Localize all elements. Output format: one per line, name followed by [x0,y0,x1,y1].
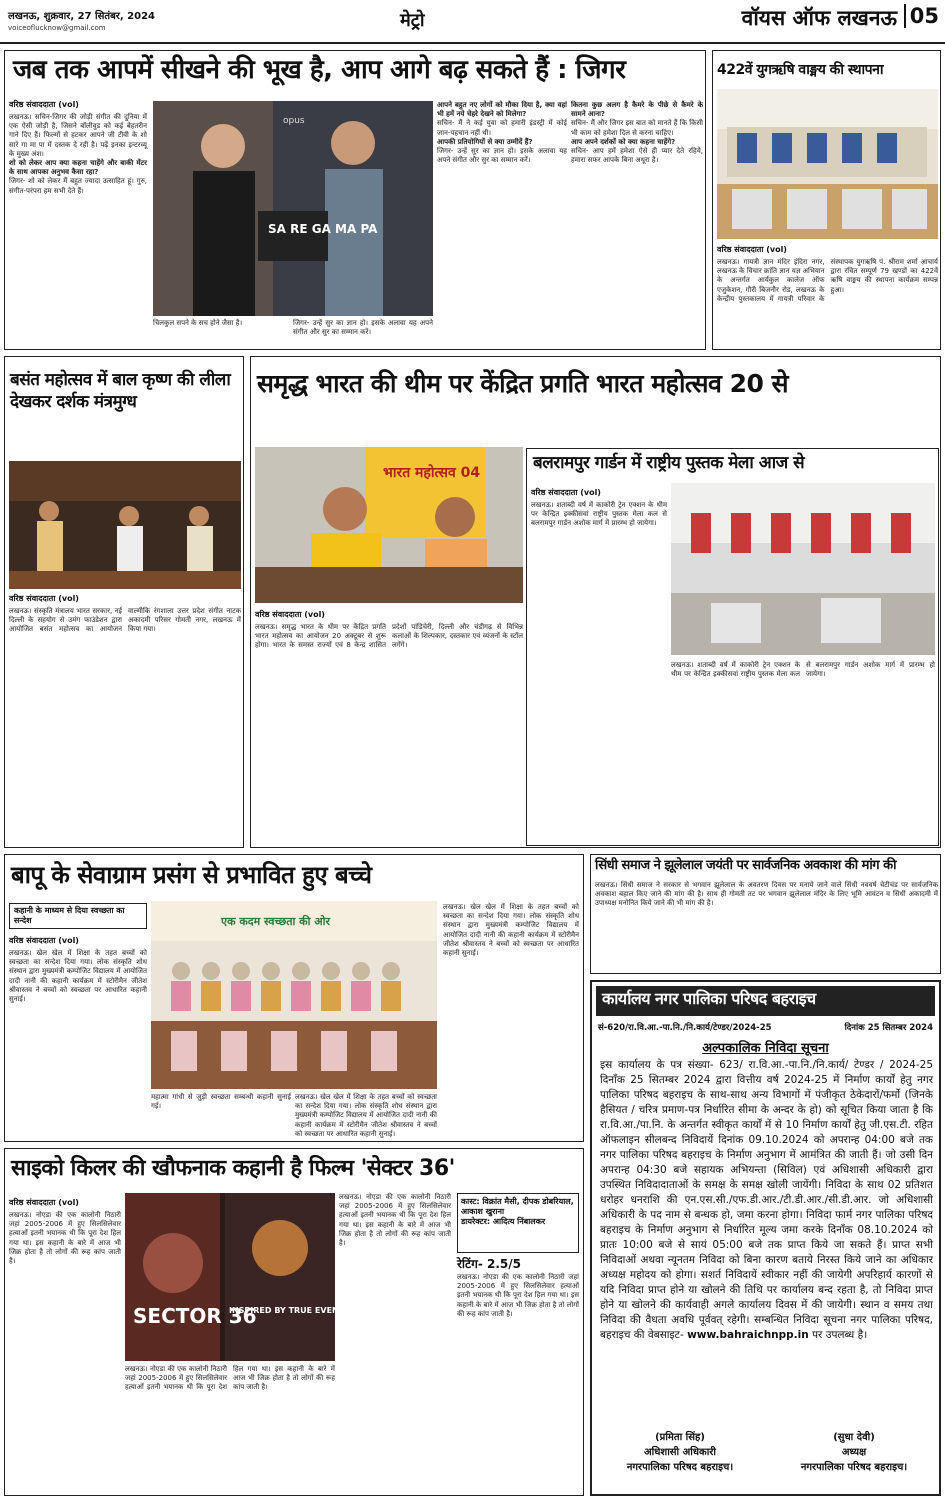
poster-tagline: INSPIRED BY TRUE EVENTS [229,1306,350,1315]
story-body-continued: लखनऊ। शताब्दी वर्ष में काकोरी ट्रेन एक्शन के थीम पर केन्द्रित इक्कीसवां राष्ट्रीय पुस्तक मेला कल से बलरामपुर गार्डन अशोक मार्ग में प्रारम्भ हो जायेगा। [671,661,935,679]
story-body-col3: लखनऊ। नोएडा की एक कालोनी निठारी जहां 2005-2006 में हुए सिलसिलेवार हत्याओं इतनी भयानक थी कि पूरा देश हिल गया था। इस कहानी के बारे में आज भी जिक्र होता है तो लोगों की रूह कांप जाती है। [339,1193,451,1248]
tender-body: इस कार्यालय के पत्र संख्या- 623/ रा.वि.आ.-पा.नि./नि.कार्य/ टेण्डर / 2024-25 दिनाँक 25 सितम्बर 2024 द्वारा वित्तीय वर्ष 2024-25 में निर्माण कार्यों हेतु नगर पालिका परिषद बहराइच के साथ-साथ अन्य विभागों में पंजीकृत ठेकेदारों/फर्मो (जिनके हैसियत / चरित्र प्रमाण-पत्र निर्धारित सीमा के अन्दर के हो) को सूचित किया जाता है कि रा.वि.आ./पा.नि. के अन्तर्गत स्वीकृत कार्यों में से 10 निर्माण कार्यों हेतु जी.एस.टी. रहित ऑफलाइन सीलबन्द निविदायें दिनांक 09.10.2024 को अपरान्ह 04:00 बजे तक नगर पालिका परिषद बहराइच के निर्माण अनुभाग में आमंत्रित की जाती हैं। जो उसी दिन अपरान्ह 04:30 बजे सहायक अभियन्ता (सिविल) एवं अधिशासी अधिकारी द्वारा उपस्थित निविदादाताओं के समक्ष के समक्ष खोली जायेंगी। निविदा के साथ 02 प्रतिशत धरोहर धनराशि की एन.एस.सी./एफ.डी.आर./टी.डी.आर./सी.डी.आर. जो अधिशासी अधिकारी के पद नाम से बन्धक हो, जमा करना होगा। निविदा फार्म नगर पालिका परिषद बहराइच के निर्माण अनुभाग से निर्धारित मूल्य जमा करके दिनाँक 08.10.2024 को प्रातः 10:00 बजे से सायं 05:00 बजे तक प्राप्त किये जा सकते हैं। प्राप्त सभी निविदाओं अथवा न्यूनतम निविदा को बिना कारण बताये निरस्त किये जाने का अधिकार अध्यक्ष महोदय को होगा। सशर्त निविदायें स्वीकार नहीं की जायेगी अपरिहार्य कारणों से यदि निविदा प्राप्त होने या खोलने की तिथि पर कार्यालय बन्द रहता है, तो निविदा प्राप्त होने या खोलने की कार्यवाही अगले कार्यालय दिवस में की जायेगी। स्थान व समय तथा निविदा की वैधता अवधि पूर्ववत् रहेगी। सम्बन्धित निविदा सूचना नगर पालिका परिषद, बहराइच की वेबसाइट- www.bahraichnpp.in पर उपलब्ध है। [600,1059,933,1341]
story-byline: वरिष्ठ संवाददाता (vol) [9,936,79,945]
story-sector-36 [4,1148,584,1496]
story-photo [255,447,523,603]
story-byline: वरिष्ठ संवाददाता (vol) [9,1198,79,1207]
story-vangmay [712,50,941,350]
contact-email[interactable]: voiceoflucknow@gmail.com [8,24,106,32]
signatory-org: नगरपालिका परिषद बहराइच। [800,1462,908,1473]
signatory-name: (सुधा देवी) [833,1432,875,1443]
story-body: लखनऊ। शताब्दी वर्ष में काकोरी ट्रेन एक्शन के थीम पर केन्द्रित इक्कीसवां राष्ट्रीय पुस्तक मेला कल से बलरामपुर गार्डन अशोक मार्ग में प्रारम्भ हो जायेगा। [531,501,667,528]
story-pustak-mela [526,448,939,846]
story-caption: महात्मा गांधी से जुड़ी स्वच्छता सम्बन्धी कहानी सुनाई गई। [151,1093,291,1111]
story-byline: वरिष्ठ संवाददाता (vol) [531,488,601,497]
story-body: लखनऊ। नोएडा की एक कालोनी निठारी जहां 2005-2006 में हुए सिलसिलेवार हत्याओं इतनी भयानक थी कि पूरा देश हिल गया था। इस कहानी के बारे में आज भी जिक्र होता है तो लोगों की रूह कांप जाती है। [9,1211,121,1266]
story-headline: साइको किलर की खौफनाक कहानी है फिल्म 'सेक्टर 36' [11,1156,455,1181]
story-column-4: कितना कुछ अलग है कैमरे के पीछे से कैमरे के सामने आना? सचिन- मैं और जिगर इस बात को मानते हैं कि किसी भी काम को हमेशा दिल से करना चाहिए। आप अपने दर्शकों को क्या कहना चाहेंगे? सचिन- आप हमें हमेशा ऐसे ही प्यार देते रहिये, हमारा सफर आपके बिना अधूरा है। [571,101,703,165]
story-subhead: कहानी के माध्यम से दिया स्वच्छता का सन्देश [14,906,125,925]
signatory-name: (प्रमिता सिंह) [655,1432,705,1443]
movie-poster [125,1193,350,1361]
tender-ref-date: दिनांक 25 सितम्बर 2024 [844,1023,933,1033]
signatory-post: अध्यक्ष [841,1447,867,1458]
story-body: लखनऊ। सिंधी समाज ने सरकार से भगवान झूलेलाल के अवतरण दिवस पर मनाये जाने वाले सिंधी नववर्ष चेटीचंड पर सार्वजनिक अवकाश बहाल किए जाने की मांग की है। साथ ही गोमती तट पर भगवान झूलेलाल मंदिर के लिए भूमि आवंटन व सिंधी अकादमी में उपाध्यक्ष मनोनित किये जाने की भी मांग की है। [595,881,938,908]
tender-sign-right [774,1430,934,1475]
photo-brand-text: opus [283,116,305,126]
story-headline: जब तक आपमें सीखने की भूख है, आप आगे बढ़ सकते हैं : जिगर [13,55,626,85]
movie-info-box [457,1193,579,1253]
story-headline: समृद्ध भारत की थीम पर केंद्रित प्रगति भारत महोत्सव 20 से [257,369,788,398]
tender-title: अल्पकालिक निविदा सूचना [702,1041,829,1056]
story-body: लखनऊ। गायत्री ज्ञान मंदिर इंदिरा नगर, लखनऊ के विचार क्रांति ज्ञान यज्ञ अभियान के अन्तर्गत आर्यकुल कालेज ऑफ एजुकेशन, गौरी बिजनौर रोड, लखनऊ के केन्द्रीय पुस्तकालय में गायत्री परिवार के संस्थापक युगऋषि पं. श्रीराम शर्मा आचार्य द्वारा रचित सम्पूर्ण 79 खण्डों का 422वें ऋषि वाङ्मय की स्थापना कार्यक्रम सम्पन्न हुआ। [717,258,938,303]
issue-date: लखनऊ, शुक्रवार, 27 सितंबर, 2024 [8,11,156,22]
movie-cast: कास्ट: विक्रांत मैसी, दीपक डोबरियाल, आकाश खुराना [461,1197,574,1216]
story-headline: बलरामपुर गार्डन में राष्ट्रीय पुस्तक मेला आज से [533,453,805,473]
story-body: लखनऊ। समृद्ध भारत के थीम पर केंद्रित प्रगति भारत महोत्सव का आयोजन 20 अक्टूबर से शुरू होगा। भारत के समस्त राज्यों एवं 8 केन्द्र शासित प्रदेशों पांडिचेरी, दिल्ली और चंडीगढ़ से विभिन्न कलाओं के शिल्पकार, दस्तकार एवं व्यंजनों के स्टॉल लगेंगे। [255,623,523,650]
story-body-continued: लखनऊ। खेल खेल में शिक्षा के तहत बच्चों को स्वच्छता का सन्देश दिया गया। लोक संस्कृति शोध संस्थान द्वारा मुख्यमंत्री कम्पोजिट विद्यालय में आयोजित दादी नानी की कहानी कार्यक्रम में स्टोरीमैन जीतेश श्रीवास्तव ने बच्चों को स्वच्छता पर आधारित कहानी सुनाई। [295,1093,437,1138]
story-headline: 422वें युगऋषि वाङ्मय की स्थापना [717,62,884,78]
tender-notice [590,980,941,1496]
section-name: मेट्रो [400,10,425,31]
story-photo [717,89,938,239]
story-photo [153,101,433,316]
story-column-2: जिगर- उन्हें सुर का ज्ञान हो। इसके अलावा यह अपने संगीत और सुर का सम्मान करें। [293,319,433,337]
story-headline: बसंत महोत्सव में बाल कृष्ण की लीला देखकर दर्शक मंत्रमुग्ध [10,370,231,412]
story-subhead-box [9,903,147,929]
tender-sign-left [600,1430,760,1475]
story-photo [151,901,437,1089]
story-headline: सिंधी समाज ने झूलेलाल जयंती पर सार्वजनिक अवकाश की मांग की [595,858,896,873]
signatory-post: अधिशासी अधिकारी [644,1447,716,1458]
story-byline: वरिष्ठ संवाददाता (vol) [255,610,325,619]
story-byline: वरिष्ठ संवाददाता (vol) [717,245,787,254]
masthead [0,0,945,44]
photo-logo-text: SA RE GA MA PA [268,222,378,236]
story-byline: वरिष्ठ संवाददाता (vol) [9,594,79,603]
movie-rating: रेटिंग- 2.5/5 [457,1257,521,1271]
story-body-continued: लखनऊ। नोएडा की एक कालोनी निठारी जहां 2005-2006 में हुए सिलसिलेवार हत्याओं इतनी भयानक थी कि पूरा देश हिल गया था। इस कहानी के बारे में आज भी जिक्र होता है तो लोगों की रूह कांप जाती है। [125,1365,335,1392]
story-body-right: लखनऊ। खेल खेल में शिक्षा के तहत बच्चों को स्वच्छता का सन्देश दिया गया। लोक संस्कृति शोध संस्थान द्वारा मुख्यमंत्री कम्पोजिट विद्यालय में आयोजित दादी नानी की कहानी कार्यक्रम में स्टोरीमैन जीतेश श्रीवास्तव ने बच्चों को स्वच्छता पर आधारित कहानी सुनाई। [443,903,579,958]
movie-director: डायरेक्टर: आदित्य निंबालकर [461,1217,546,1226]
story-byline: वरिष्ठ संवाददाता (vol) [9,100,79,109]
story-photo [671,483,935,655]
photo-banner-text: एक कदम स्वच्छता की ओर [221,915,331,928]
story-body-col4: लखनऊ। नोएडा की एक कालोनी निठारी जहां 2005-2006 में हुए सिलसिलेवार हत्याओं इतनी भयानक थी कि पूरा देश हिल गया था। इस कहानी के बारे में आज भी जिक्र होता है तो लोगों की रूह कांप जाती है। [457,1273,579,1318]
story-bapu-sevagram [4,854,584,1142]
story-caption: चिलकुल सपने के सच होने जैसा है। [153,319,243,327]
story-basant-mahotsav [4,356,244,848]
story-headline: बापू के सेवाग्राम प्रसंग से प्रभावित हुए बच्चे [11,861,372,889]
story-jhulelal [590,854,941,974]
story-body: लखनऊ। खेल खेल में शिक्षा के तहत बच्चों को स्वच्छता का सन्देश दिया गया। लोक संस्कृति शोध संस्थान द्वारा मुख्यमंत्री कम्पोजिट विद्यालय में आयोजित दादी नानी की कहानी कार्यक्रम में स्टोरीमैन जीतेश श्रीवास्तव ने बच्चों को स्वच्छता पर आधारित कहानी सुनाई। [9,949,147,1004]
story-column-3: आपने बहुत नए लोगों को मौका दिया है, क्या वहां भी हमें नये चेहरे देखने को मिलेगा? सचिन- मैं ने कई युवा को हमारी इंडस्ट्री में कोई जान-पहचान नहीं थी। आपकी प्रतियोगियों से क्या उम्मीदें हैं? जिगर- उन्हें सुर का ज्ञान हो। इसके अलावा यह अपने संगीत और सुर का सम्मान करें। [437,101,567,165]
poster-title: SECTOR 36 [133,1304,257,1328]
photo-banner-text: भारत महोत्सव 04 [383,465,481,481]
story-body: लखनऊ। संस्कृति मंत्रालय भारत सरकार, नई दिल्ली के सहयोग से उमंग फाउंडेशन द्वारा आयोजित बसंत महोत्सव का आयोजन वाल्मीकि रंगशाला उत्तर प्रदेश संगीत नाटक अकादमी परिसर गोमती नगर, लखनऊ में किया गया। [9,607,241,634]
page-number: 05 [904,4,939,28]
story-column-1: लखनऊ। सचिन-जिगर की जोड़ी संगीत की दुनिया में एक ऐसी जोड़ी है, जिसने बॉलीवुड को कई बेहतरीन गाने दिए हैं। फिल्मों से हटकर आपने जी टीवी के शो सारे गा मा पा में दस्तक दे रही है। पढ़ें इनका इन्टरव्यू के मुख्य अंश। शो को लेकर आप क्या कहना चाहेंगे और बाकी मेंटर के साथ आपका अनुभव कैसा रहा? जिगर- शो को लेकर मैं बहुत ज्यादा उत्साहित हूं। गुरु, संगीत-परंपरा हम सभी देते हैं। [9,113,147,195]
story-interview-jigar [4,50,706,350]
tender-website[interactable]: www.bahraichnpp.in [687,1329,809,1341]
tender-office: कार्यालय नगर पालिका परिषद बहराइच [602,989,816,1008]
tender-ref: सं-620/रा.वि.आ.-पा.नि./नि.कार्य/टेण्डर/2024-25 [598,1023,772,1033]
signatory-org: नगरपालिका परिषद बहराइच। [626,1462,734,1473]
story-photo [9,461,241,589]
newspaper-brand: वॉयस ऑफ लखनऊ [741,5,897,30]
